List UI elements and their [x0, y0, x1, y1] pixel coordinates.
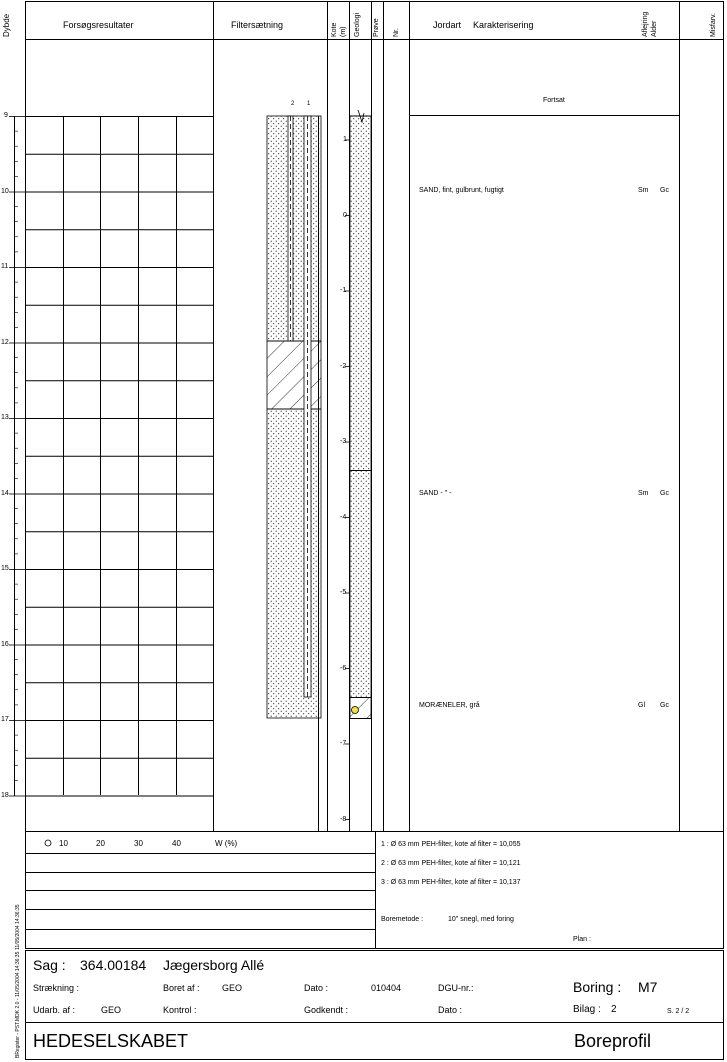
boret-af-value: GEO [222, 983, 243, 993]
boremetode-label: Boremetode : [381, 916, 424, 923]
layer-aflejring: Sm [638, 187, 649, 194]
depth-axis [9, 117, 25, 797]
depth-tick-label: 15 [1, 565, 9, 572]
depth-tick-label: 10 [1, 187, 9, 195]
sag-number: 364.00184 [80, 957, 147, 973]
filter-note: 1 : Ø 63 mm PEH-filter, kote af filter = 10,055 [381, 841, 521, 848]
dato-label: Dato : [304, 983, 329, 993]
kontrol-label: Kontrol : [163, 1005, 197, 1015]
header-dybde: Dybde [2, 13, 11, 37]
header-prove: Prøve [373, 18, 380, 37]
layer-aflejring: Sm [638, 490, 649, 497]
header-kote-unit: (m) [340, 26, 347, 37]
header-nr: Nr. [393, 28, 400, 37]
kote-tick-label: -6 [340, 664, 347, 672]
kote-tick-label: -5 [340, 589, 347, 596]
boring-label: Boring : [573, 979, 622, 995]
sag-label: Sag : [33, 957, 66, 973]
depth-tick-label: 11 [1, 263, 9, 270]
w-tick: 30 [134, 839, 143, 848]
filter-note: 2 : Ø 63 mm PEH-filter, kote af filter = 10,121 [381, 860, 521, 867]
filter-label-1: 1 [307, 101, 311, 107]
udarb-label: Udarb. af : [33, 1005, 76, 1015]
depth-tick-label: 18 [1, 791, 9, 799]
bilag-label: Bilag : [573, 1004, 601, 1015]
layer-alder: Gc [660, 702, 669, 709]
layer-description: SAND - " - [419, 490, 452, 497]
filter-note: 3 : Ø 63 mm PEH-filter, kote af filter = 10,137 [381, 879, 521, 886]
depth-tick-label: 14 [1, 489, 9, 497]
filter-label-2: 2 [291, 101, 295, 107]
godkendt-label: Godkendt : [304, 1005, 349, 1015]
page-ref: S. 2 / 2 [667, 1008, 690, 1015]
depth-tick-label: 17 [1, 716, 9, 723]
header-jordart: Jordart [433, 20, 462, 30]
fortsat-label: Fortsat [543, 97, 565, 104]
w-tick: 20 [96, 839, 105, 848]
kote-tick-label: -4 [340, 513, 347, 521]
layer-alder: Gc [660, 490, 669, 497]
header-geologi: Geologi [354, 12, 361, 37]
w-tick: 40 [172, 839, 181, 848]
udarb-value: GEO [101, 1005, 122, 1015]
depth-tick-label: 9 [4, 112, 8, 119]
sag-name: Jægersborg Allé [163, 957, 265, 973]
header-forsogsresultater: Forsøgsresultater [63, 20, 134, 30]
layer-description: MORÆNELER, grå [419, 702, 480, 709]
bilag-value: 2 [611, 1004, 617, 1015]
company-name: HEDESELSKABET [33, 1031, 189, 1051]
kote-tick-label: -7 [340, 740, 347, 747]
straekning-label: Strækning : [33, 983, 80, 993]
date-stamp: 11/05/2004 14:36:35 [15, 904, 21, 950]
header-alder: Alder [651, 20, 658, 37]
boret-af-label: Boret af : [163, 983, 200, 993]
depth-tick-label: 13 [1, 414, 9, 421]
boring-value: M7 [638, 979, 658, 995]
kote-tick-label: -8 [340, 815, 347, 823]
w-tick: 10 [59, 839, 68, 848]
depth-tick-label: 12 [1, 338, 9, 346]
kote-tick-label: -3 [340, 438, 347, 445]
boremetode-value: 10" snegl, med foring [448, 916, 514, 923]
layer-alder: Gc [660, 187, 669, 194]
kote-tick-label: -1 [340, 287, 347, 294]
kote-tick-label: 0 [343, 211, 347, 219]
header-karakterisering: Karakterisering [473, 20, 534, 30]
dato-value: 010404 [371, 983, 402, 993]
plan-label: Plan : [573, 936, 591, 943]
w-axis-label: W (%) [215, 839, 238, 848]
layer-description: SAND, fint, gulbrunt, fugtigt [419, 187, 504, 194]
software-stamp: BRegister - PST.MDK 2.0 - 11/05/2004 14:36:35 [15, 951, 21, 1058]
dgu-label: DGU-nr.: [438, 983, 474, 993]
depth-tick-label: 16 [1, 640, 9, 648]
header-kote: Kote [331, 22, 338, 37]
header-aflejring: Aflejring [642, 11, 649, 37]
layer-aflejring: Gl [638, 702, 645, 709]
header-misfarv: Misfarv. [710, 13, 717, 37]
kote-tick-label: 1 [343, 136, 347, 143]
doc-type: Boreprofil [574, 1031, 652, 1051]
kote-tick-label: -2 [340, 362, 347, 370]
header-filtersaetning: Filtersætning [231, 20, 284, 30]
dato2-label: Dato : [438, 1005, 463, 1015]
results-grid [25, 154, 213, 796]
